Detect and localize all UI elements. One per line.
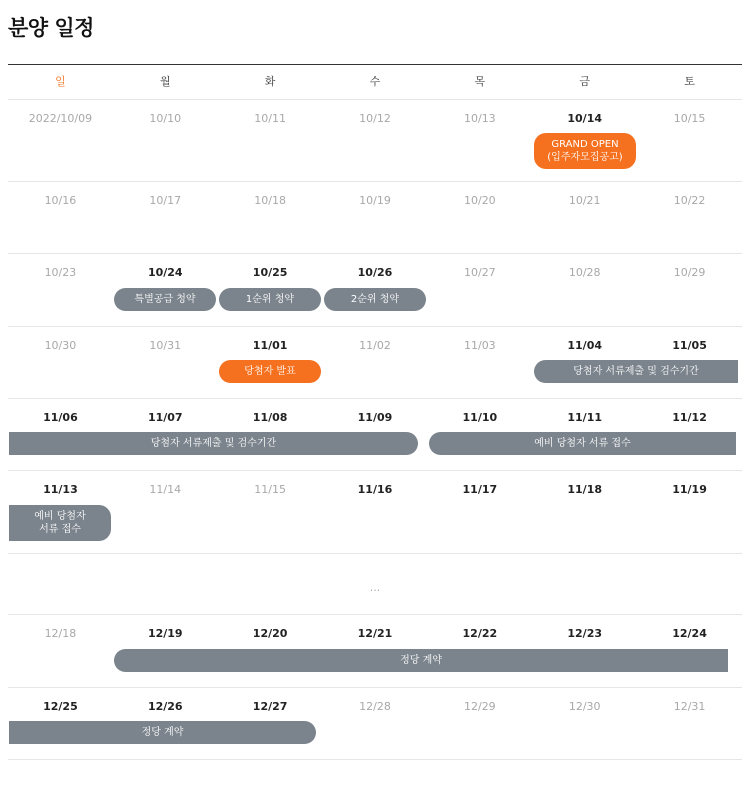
day-date: 10/18 [254, 194, 286, 207]
week-ellipsis: ... [369, 581, 381, 594]
day-date: 10/25 [252, 266, 288, 279]
day-date: 11/08 [252, 411, 288, 424]
day-date: 10/26 [357, 266, 393, 279]
day-date: 11/06 [43, 411, 78, 424]
day-date: 12/21 [357, 627, 393, 640]
weekday-fri: 금 [579, 75, 591, 88]
day-date: 10/22 [673, 194, 706, 207]
day-date: 12/19 [147, 627, 183, 640]
day-date: 10/12 [359, 112, 391, 125]
day-date: 11/14 [149, 483, 182, 496]
event-contract-start[interactable]: 정당 계약 [114, 649, 728, 672]
weekday-wed: 수 [369, 75, 381, 88]
weekday-header [8, 65, 742, 100]
event-reserve-docs-line1: 예비 당첨자 [34, 511, 86, 522]
day-date: 10/23 [44, 266, 77, 279]
day-date: 11/13 [43, 483, 78, 496]
day-date: 10/20 [463, 194, 496, 207]
day-date: 12/31 [673, 700, 706, 713]
day-date: 12/18 [44, 627, 77, 640]
day-date: 11/15 [254, 483, 286, 496]
day-date: 10/14 [567, 112, 603, 125]
day-date: 10/24 [147, 266, 183, 279]
day-date: 11/18 [567, 483, 603, 496]
event-reserve-docs-end[interactable] [9, 505, 111, 541]
day-date: 10/31 [149, 339, 182, 352]
event-second-priority[interactable]: 2순위 청약 [324, 288, 426, 311]
day-date: 11/01 [252, 339, 288, 352]
day-date: 10/28 [568, 266, 601, 279]
day-date: 11/17 [462, 483, 498, 496]
page-title: 분양 일정 [8, 16, 94, 40]
day-date: 11/09 [357, 411, 393, 424]
event-winner-docs-end[interactable]: 당첨자 서류제출 및 검수기간 [9, 432, 418, 455]
day-date: 11/03 [463, 339, 496, 352]
day-date: 10/17 [149, 194, 182, 207]
day-date: 11/16 [357, 483, 393, 496]
day-date: 10/11 [254, 112, 286, 125]
day-date: 10/16 [44, 194, 77, 207]
day-date: 12/26 [147, 700, 183, 713]
weekday-sun: 일 [55, 75, 66, 88]
event-special-supply[interactable]: 특별공급 청약 [114, 288, 216, 311]
day-date: 10/15 [673, 112, 706, 125]
event-grand-open-line2: (입주자모집공고) [547, 152, 623, 163]
weekday-thu: 목 [474, 75, 486, 88]
day-date: 10/30 [44, 339, 77, 352]
event-grand-open-line1: GRAND OPEN [551, 139, 619, 150]
weekday-mon: 월 [159, 75, 171, 88]
day-date: 11/11 [567, 411, 603, 424]
day-date: 10/19 [359, 194, 391, 207]
day-date: 12/24 [672, 627, 707, 640]
week-row [8, 553, 742, 615]
event-grand-open[interactable] [534, 133, 636, 169]
day-date: 12/27 [252, 700, 288, 713]
event-first-priority[interactable]: 1순위 청약 [219, 288, 321, 311]
day-date: 11/12 [672, 411, 707, 424]
day-date: 10/13 [463, 112, 496, 125]
day-date: 12/29 [463, 700, 496, 713]
event-reserve-docs-start[interactable]: 예비 당첨자 서류 접수 [429, 432, 736, 455]
week-row [8, 181, 742, 254]
event-contract-end[interactable]: 정당 계약 [9, 721, 316, 744]
day-date: 12/25 [43, 700, 78, 713]
week-row [8, 470, 742, 554]
weekday-sat: 토 [684, 75, 695, 88]
day-date: 12/30 [568, 700, 601, 713]
day-date: 11/19 [672, 483, 707, 496]
day-date: 11/07 [147, 411, 183, 424]
day-date: 10/29 [673, 266, 706, 279]
day-date: 11/02 [359, 339, 391, 352]
day-date: 12/23 [567, 627, 603, 640]
day-date: 11/10 [462, 411, 498, 424]
day-date: 12/20 [252, 627, 288, 640]
day-date: 10/27 [463, 266, 496, 279]
day-date: 10/10 [149, 112, 182, 125]
event-reserve-docs-line2: 서류 접수 [39, 524, 81, 535]
event-winner-docs-start[interactable]: 당첨자 서류제출 및 검수기간 [534, 360, 738, 383]
day-date: 11/05 [672, 339, 707, 352]
day-date: 12/28 [359, 700, 391, 713]
day-date: 11/04 [567, 339, 603, 352]
day-date: 2022/10/09 [28, 112, 93, 125]
day-date: 10/21 [568, 194, 601, 207]
day-date: 12/22 [462, 627, 498, 640]
weekday-tue: 화 [264, 75, 276, 88]
event-winner-announce[interactable]: 당첨자 발표 [219, 360, 321, 383]
